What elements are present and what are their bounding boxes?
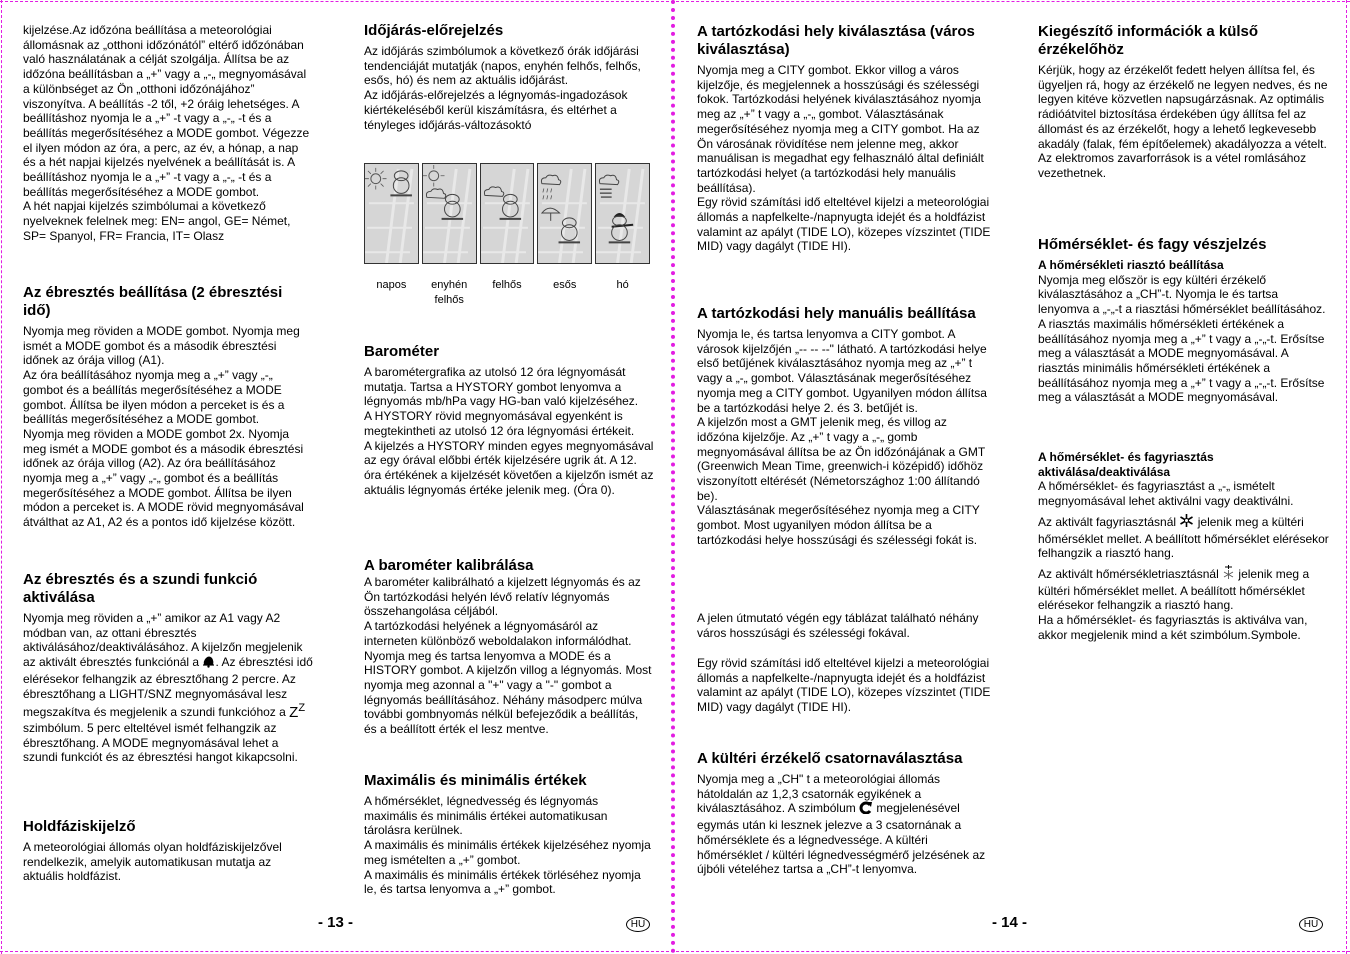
snooze-text-part-2: . Az ébresztési idő elérésekor felhangzik az ébresztőhang 2 percre. Az ébresztőhang a LIGHT/SNZ megnyomásával lesz megszakítva és megjelenik a szundi funkcióhoz a bbox=[23, 655, 313, 720]
city-select-section bbox=[697, 23, 992, 254]
page-border-left bbox=[1, 0, 2, 954]
channel-section bbox=[697, 750, 992, 877]
snowy-frog-icon bbox=[595, 163, 650, 264]
frost-alarm-text bbox=[1038, 513, 1330, 561]
weather-label: napos bbox=[376, 279, 407, 291]
barometer-heading: Barométer bbox=[364, 343, 440, 360]
forecast-heading: Időjárás-előrejelzés bbox=[364, 22, 504, 39]
manual-location-section bbox=[697, 305, 992, 548]
zz-base: Z bbox=[289, 704, 299, 722]
sunny-frog-icon bbox=[364, 163, 419, 264]
weather-symbols bbox=[364, 163, 650, 264]
city-table-note-section bbox=[697, 611, 992, 640]
weather-label: hó bbox=[616, 279, 629, 291]
barometer-text: A barométergrafika az utolsó 12 óra légnyomását mutatja. Tartsa a HYSTORY gombot lenyomva a légnyomás mb/hPa vagy HG-ban való kijelzéséhez. A HYSTORY rövid megnyomásával egyenként is megtekintheti az utolsó 12 óra légnyomási értékeit. A kijelzés a HYSTORY minden egyes megnyomásával az egy órával előbbi érték kijelzésére ugrik át. A 12. óra értékének a kijelzését követően a kijelzőn ismét az aktuális légnyomás értéke jelenik meg. (Óra 0). bbox=[364, 365, 654, 497]
page-divider bbox=[671, 0, 675, 954]
alarm-activation-section bbox=[1038, 450, 1330, 642]
sensor-info-text: Kérjük, hogy az érzékelőt fedett helyen állítsa fel, és ügyeljen rá, hogy az érzékelő ne legyen nedves, és ne legyen kitéve közvetlen napsugárzásnak. Az optimális rádióátvitel biztosítása érdekében úgy állítsa fel az állomást és az érzékelőt, hogy a lehető legkevesebb akadály (falak, fém építőelemek) akadályozza a vételt. Az elektromos zavarforrások is a vétel romlásához vezethetnek. bbox=[1038, 63, 1328, 180]
rainy-frog-icon bbox=[537, 163, 592, 264]
maxmin-section bbox=[364, 772, 654, 897]
snowflake-icon bbox=[1179, 513, 1194, 532]
weather-label: esős bbox=[553, 279, 577, 291]
snooze-text-part-3: szimbólum. 5 perc elteltével ismét felhangzik az ébresztőhang. A MODE megnyomásával lehet a szundi funkciót és az ébresztési hangot kikapcsolni. bbox=[23, 720, 298, 765]
channel-cycle-icon bbox=[859, 801, 873, 818]
page-number-13: - 13 - bbox=[318, 914, 354, 931]
language-badge: HU bbox=[1299, 917, 1323, 932]
temp-alarm-text bbox=[1038, 565, 1330, 643]
cloudy-frog-icon bbox=[480, 163, 535, 264]
partly-cloudy-frog-icon bbox=[422, 163, 477, 264]
frost-text-part-2: jelenik meg a kültéri hőmérséklet mellet. A beállított hőmérséklet elérésekor felhangzik a riasztó hang. bbox=[1038, 514, 1329, 561]
channel-heading: A kültéri érzékelő csatornaválasztása bbox=[697, 750, 963, 767]
channel-text bbox=[697, 772, 992, 877]
city-select-text: Nyomja meg a CITY gombot. Ekkor villog a város kijelzője, és megjelennek a hosszúsági és szélességi fokok. Tartózkodási helyének kiválasztásához nyomja meg az „+” t vagy a „-„ gombot. Választásának megerősítéséhez nyomja meg a CITY gombot. Ha az Ön városának rövidítése nem jelenne meg, akkor manuálisan is megadhat egy felhasználó által definiált tartózkodási helyet (a tartózkodási hely manuális beállítása). Egy rövid számítási idő elteltével kijelzi a meteorológiai állomás a napfelkelte-/napnyugta idejét és a holdfázist valamint az apályt (TIDE LO), közepes vízszintet (TIDE MID) vagy dagályt (TIDE HI). bbox=[697, 63, 991, 254]
temp-alarm-setting-text: Nyomja meg először is egy kültéri érzékelő kiválasztásához a „CH”-t. Nyomja le és tartsa lenyomva a „-„-t a riasztási hőmérséklet beállításához. A riasztás maximális hőmérsékleti értékének a beállításához nyomja meg a „+” t vagy a „-„-t. Erősítse meg a választását a MODE megnyomásával. A riasztás minimális hőmérsékleti értékének a beállításához nyomja meg a „+” t vagy a „-„-t. Erősítse meg a választását a MODE megnyomásával. bbox=[1038, 272, 1326, 405]
temp-text-part-2: jelenik meg a kültéri hőmérséklet mellet. A beállított hőmérséklet elérésekor felhangzik a riasztó hang. Ha a hőmérséklet- és fagyriasztás is aktiválva van, akkor megjelenik mind a két szimbólum.Symbole. bbox=[1038, 566, 1310, 642]
manual-location-heading: A tartózkodási hely manuális beállítása bbox=[697, 305, 976, 322]
channel-text-part-1: Nyomja meg a „CH" t a meteorológiai állomás hátoldalán az 1,2,3 csatornák egyikének a kiválasztásához. A szimbólum bbox=[697, 772, 941, 816]
moon-heading: Holdfáziskijelző bbox=[23, 818, 136, 835]
page-border-top bbox=[0, 1, 1350, 2]
snooze-zz-icon bbox=[289, 704, 305, 721]
temp-alarm-heading: Hőmérséklet- és fagy vészjelzés bbox=[1038, 236, 1267, 253]
snooze-heading: Az ébresztés és a szundi funkció aktiválása bbox=[23, 571, 258, 606]
maxmin-text: A hőmérséklet, légnedvesség és légnyomás maximális és minimális értékei automatikusan tárolásra kerülnek. A maximális és minimális értékek kijelzéséhez nyomja meg ismételten a „+” gombot. A maximális és minimális értékek törléséhez nyomja le, és tartsa lenyomva a „+” gombot. bbox=[364, 794, 651, 897]
moon-section bbox=[23, 818, 313, 884]
sensor-info-section bbox=[1038, 23, 1330, 181]
weather-label: felhős bbox=[492, 279, 522, 291]
alarm-setting-section bbox=[23, 284, 313, 530]
language-badge: HU bbox=[626, 917, 650, 932]
alarm-setting-text: Nyomja meg röviden a MODE gombot. Nyomja meg ismét a MODE gombot és a második ébresztési időnek az órája villog (A1). Az óra beállításához nyomja meg a „+” vagy „-„ gombot és a beállítás megerősítéséhez a MODE gombot. Állítsa be ilyen módon a perceket is és a beállítás megerősítéséhez a MODE gombot. Nyomja meg röviden a MODE gombot 2x. Nyomja meg ismét a MODE gombot és a második ébresztési időnek az órája villog (A2). Az óra beállításához nyomja meg a „+” vagy „-„ gombot és a beállítás megerősítéséhez a MODE gombot. Állítsa be ilyen módon a perceket is. A MODE rövid megnyomásával átválthat az A1, A2 és a pontos idő kijelzése között. bbox=[23, 324, 304, 530]
snooze-text bbox=[23, 611, 313, 765]
city-table-note: A jelen útmutató végén egy táblázat található néhány város hosszúsági és szélességi fokával. bbox=[697, 611, 979, 640]
weather-label: enyhén felhős bbox=[431, 279, 468, 306]
barometer-section bbox=[364, 343, 654, 497]
zz-sup: Z bbox=[298, 702, 306, 715]
calibration-text: A barométer kalibrálható a kijelzett légnyomás és az Ön tartózkodási helyén lévő relatív légnyomás összehangolása céljából. A tartózkodási helyének a légnyomásáról az interneten különböző weboldalakon informálódhat. Nyomja meg és tartsa lenyomva a MODE és a HISTORY gombot. A kijelzőn villog a légnyomás. Most nyomja meg azonnal a "+" vagy a "-" gombot a légnyomás beállításához. Néhány másodperc múlva további gombnyomás nélkül befejeződik a beállítás, és a beállított érték el lesz mentve. bbox=[364, 575, 652, 737]
sensor-info-heading: Kiegészítő információk a külső érzékelőhöz bbox=[1038, 23, 1259, 58]
weather-labels bbox=[364, 278, 650, 307]
calibration-heading: A barométer kalibrálása bbox=[364, 557, 534, 574]
temp-alarm-setting-subheading: A hőmérsékleti riasztó beállítása bbox=[1038, 258, 1224, 272]
snooze-section bbox=[23, 571, 313, 765]
page-number-14: - 14 - bbox=[992, 914, 1028, 931]
calc-note-section bbox=[697, 656, 992, 715]
bell-icon bbox=[202, 655, 215, 672]
moon-text: A meteorológiai állomás olyan holdfáziskijelzővel rendelkezik, amelyik automatikusan mutatja az aktuális holdfázist. bbox=[23, 840, 282, 884]
forecast-text: Az időjárás szimbólumok a következő órák időjárási tendenciáját mutatják (napos, enyhén felhős, felhős, esős, hó) és nem az aktuális időjárást. Az időjárás-előrejelzés a légnyomás-ingadozások kiértékeléséből kerül kiszámításra, és eltérhet a tényleges időjárás-változásoktó bbox=[364, 44, 641, 132]
calc-note: Egy rövid számítási idő elteltével kijelzi a meteorológiai állomás a napfelkelte-/napnyugta idejét és a holdfázist valamint az apályt (TIDE LO), közepes vízszintet (TIDE MID) vagy dagályt (TIDE HI). bbox=[697, 656, 991, 715]
manual-location-text: Nyomja le, és tartsa lenyomva a CITY gombot. A városok kijelzőjén „-- -- --" látható. A tartózkodási helye első betűjének kiválasztásához nyomja meg az „+” t vagy a „-„ gombot. Választásának megerősítéséhez nyomja meg a CITY gombot. Ugyanilyen módon állítsa be a tartózkodási helye 2. és 3. betűjét is. A kijelzőn most a GMT jelenik meg, és villog az időzóna kijelzője. Az „+” t vagy a „-„ gomb megnyomásával állítsa be az Ön időzónájának a GMT (Greenwich Mean Time, greenwich-i középidő) időhöz viszonyított eltérését (Németországhoz 1:00 állítandó be). Választásának megerősítéséhez nyomja meg a CITY gombot. Most ugyanilyen módon állítsa be a tartózkodási helye hosszúsági és szélességi fokát is. bbox=[697, 327, 987, 547]
snooze-text-part-1: Nyomja meg röviden a „+” amikor az A1 vagy A2 módban van, az ottani ébresztés aktiválásához/deaktiválásához. A kijelzőn megjelenik az aktivált ébresztés funkciónál a bbox=[23, 611, 303, 670]
city-select-heading: A tartózkodási hely kiválasztása (város kiválasztása) bbox=[697, 23, 975, 58]
alarm-setting-heading: Az ébresztés beállítása (2 ébresztési idő) bbox=[23, 284, 283, 319]
frost-text-part-1: Az aktivált fagyriasztásnál bbox=[1038, 514, 1180, 529]
temp-alarm-section bbox=[1038, 236, 1330, 405]
timezone-text: kijelzése.Az időzóna beállítása a meteorológiai állomásnak az „otthoni időzónától” eltérő időzónában való használatának a célját szolgálja. Állítsa be az időzóna beállításban a „+” vagy a „-„ megnyomásával a különbséget az Ön „otthoni időzónájához” viszonyítva. A beállítás -2 től, +2 óráig lehetséges. A beállításhoz nyomja le a „+” -t vagy a „-„ -t és a beállítás megerősítéséhez a MODE gombot. Végezze el ilyen módon az óra, a perc, az év, a hónap, a nap és a hét napjai kijelzés nyelvének a beállítását is. A beállításhoz nyomja le a „+” -t vagy a „-„ -t és a beállítás megerősítéséhez a MODE gombot. A hét napjai kijelzés szimbólumai a következő nyelveknek felelnek meg: EN= angol, GE= Német, SP= Spanyol, FR= Francia, IT= Olasz bbox=[23, 23, 310, 243]
page-border-right bbox=[1346, 0, 1347, 954]
channel-text-part-2: megjelenésével egymás után ki lesznek jelezve a 3 csatornának a hőmérséklete és a légnedvessége. A kültéri hőmérséklet / kültéri légnedvességmérő jelzésének az újbóli vételéhez tartsa a „CH”-t lenyomva. bbox=[697, 801, 986, 877]
temp-text-part-1: Az aktivált hőmérsékletriasztásnál bbox=[1038, 566, 1223, 581]
alarm-activation-subheading: A hőmérséklet- és fagyriasztás aktiválása/deaktiválása bbox=[1038, 450, 1214, 479]
forecast-section bbox=[364, 22, 654, 132]
timezone-section bbox=[23, 23, 313, 244]
maxmin-heading: Maximális és minimális értékek bbox=[364, 772, 587, 789]
calibration-section bbox=[364, 557, 654, 737]
page-border-bottom bbox=[0, 951, 1350, 952]
temperature-alarm-icon bbox=[1222, 565, 1235, 584]
alarm-activation-text: A hőmérséklet- és fagyriasztást a „-„ ismételt megnyomásával lehet aktiválni vagy deaktiválni. bbox=[1038, 479, 1294, 509]
